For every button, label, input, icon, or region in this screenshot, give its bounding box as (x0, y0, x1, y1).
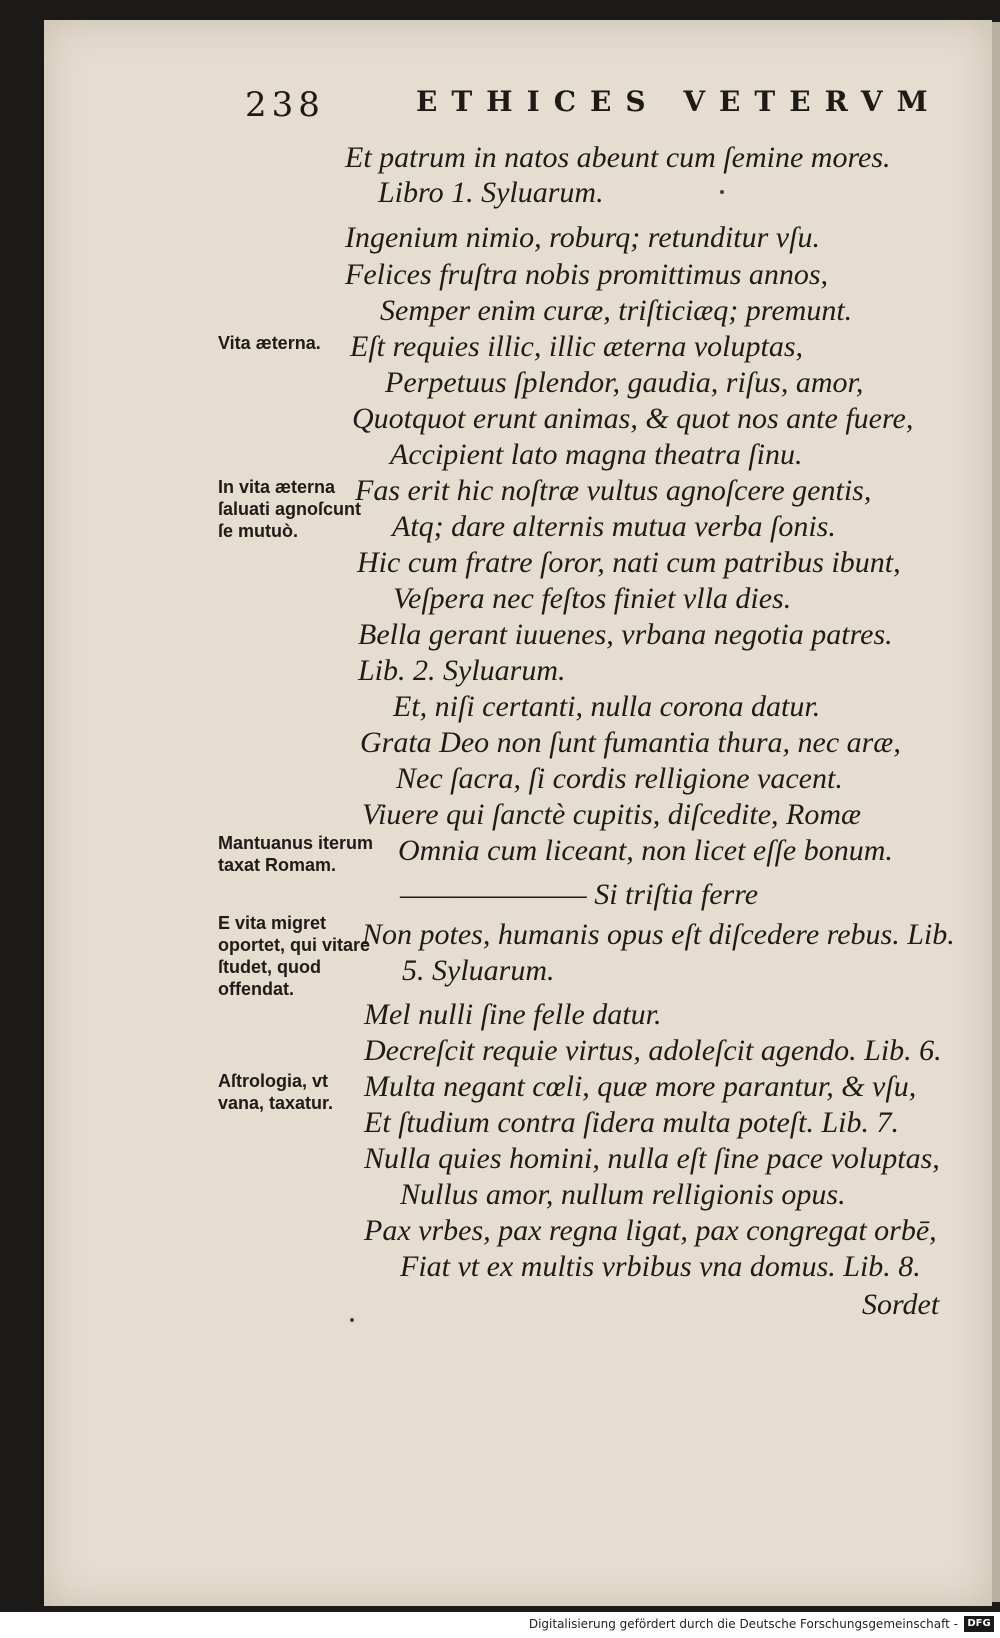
verse-line: Fas erit hic noſtræ vultus agnoſcere gentis, (355, 474, 872, 507)
verse-line: Decreſcit requie virtus, adoleſcit agendo. Lib. 6. (364, 1034, 942, 1067)
verse-line: Bella gerant iuuenes, vrbana negotia patres. (358, 618, 893, 651)
verse-line: Atq; dare alternis mutua verba ſonis. (392, 510, 836, 543)
verse-line: Lib. 2. Syluarum. (358, 654, 566, 687)
verse-line: Nullus amor, nullum relligionis opus. (400, 1178, 846, 1211)
margin-note: E vita migret oportet, qui vitare ſtudet, quod offendat. (218, 913, 371, 999)
ink-speck (350, 1318, 354, 1322)
verse-line: Nulla quies homini, nulla eſt ſine pace voluptas, (364, 1142, 940, 1175)
verse-line: ——————— Si triſtia ferre (400, 878, 759, 911)
verse-line: Viuere qui ſanctè cupitis, diſcedite, Romæ (362, 798, 862, 831)
verse-line: Non potes, humanis opus eſt diſcedere rebus. Lib. (362, 918, 955, 951)
funding-credit: Digitalisierung gefördert durch die Deutsche Forschungsgemeinschaft - (528, 1617, 958, 1631)
verse-line: Grata Deo non ſunt fumantia thura, nec aræ, (360, 726, 901, 759)
verse-line: Libro 1. Syluarum. (378, 176, 604, 209)
verse-line: Multa negant cœli, quæ more parantur, & vſu, (364, 1070, 917, 1103)
verse-line: Quotquot erunt animas, & quot nos ante fuere, (352, 402, 914, 435)
verse-line: Eſt requies illic, illic æterna voluptas, (350, 330, 804, 363)
verse-line: Veſpera nec feſtos finiet vlla dies. (393, 582, 792, 615)
running-title: ETHICES VETERVM (416, 85, 942, 118)
catchword: Sordet (862, 1288, 940, 1321)
verse-line: Hic cum fratre ſoror, nati cum patribus ibunt, (357, 546, 901, 579)
verse-line: Semper enim curæ, triſticiæq; premunt. (380, 294, 853, 327)
verse-line: Et ſtudium contra ſidera multa poteſt. Lib. 7. (364, 1106, 899, 1139)
verse-line: Et patrum in natos abeunt cum ſemine mores. (345, 141, 891, 174)
ink-speck (720, 190, 724, 194)
verse-line: Accipient lato magna theatra ſinu. (390, 438, 803, 471)
footer-bar (0, 1612, 1000, 1638)
verse-line: Omnia cum liceant, non licet eſſe bonum. (398, 834, 893, 867)
verse-line: 5. Syluarum. (402, 954, 555, 987)
dfg-logo: DFG (964, 1616, 994, 1632)
margin-note: In vita æterna ſaluati agnoſcunt ſe mutuò. (218, 477, 362, 541)
verse-line: Mel nulli ſine felle datur. (364, 998, 662, 1031)
verse-line: Pax vrbes, pax regna ligat, pax congregat orbē, (364, 1214, 937, 1247)
verse-line: Nec ſacra, ſi cordis relligione vacent. (396, 762, 843, 795)
margin-note: Aſtrologia, vt vana, taxatur. (218, 1071, 334, 1113)
verse-line: Felices fruſtra nobis promittimus annos, (345, 258, 829, 291)
page-edge (992, 22, 1000, 1602)
margin-note: Mantuanus iterum taxat Romam. (218, 833, 374, 875)
verse-line: Fiat vt ex multis vrbibus vna domus. Lib. 8. (400, 1250, 921, 1283)
page-number: 238 (245, 85, 325, 125)
verse-line: Ingenium nimio, roburq; retunditur vſu. (345, 221, 820, 254)
verse-line: Perpetuus ſplendor, gaudia, riſus, amor, (385, 366, 864, 399)
verse-line: Et, niſi certanti, nulla corona datur. (393, 690, 821, 723)
margin-note: Vita æterna. (218, 333, 321, 353)
